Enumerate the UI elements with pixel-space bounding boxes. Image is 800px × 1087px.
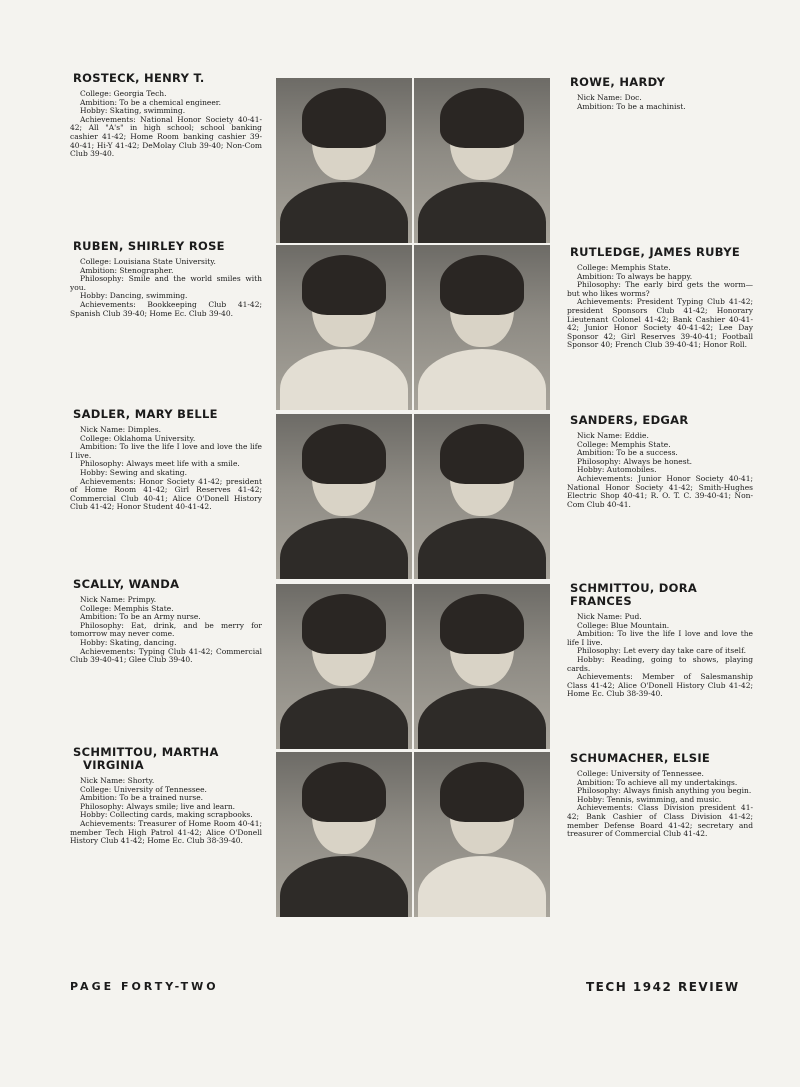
student-achievements: Achievements: Honor Society 41-42; president of Home Room 41-42; Girl Reserves 41-42; Commercial Club 40-41; Alice O'Donell History Club 41-42; Honor Student 40-41-42.	[70, 476, 262, 512]
portrait-photo-scally	[276, 584, 412, 749]
student-ambition: Ambition: To live the life I love and love the life I live.	[70, 442, 262, 460]
student-philosophy: Philosophy: Smile and the world smiles with you.	[70, 274, 262, 292]
portrait-photo-schmittou-martha	[276, 752, 412, 917]
student-entry-rowe	[567, 76, 753, 111]
student-name: RUTLEDGE, JAMES RUBYE	[570, 245, 741, 259]
student-philosophy: Philosophy: Always finish anything you begin.	[577, 786, 752, 796]
student-philosophy: Philosophy: Always be honest.	[577, 456, 692, 466]
student-name-line2: VIRGINIA	[83, 758, 144, 772]
student-college: College: Memphis State.	[80, 603, 174, 613]
student-hobby: Hobby: Automobiles.	[577, 465, 657, 475]
student-nickname: Nick Name: Dimples.	[80, 425, 161, 434]
student-name: ROSTECK, HENRY T.	[73, 71, 205, 85]
student-entry-rutledge	[567, 246, 753, 350]
student-hobby: Hobby: Collecting cards, making scrapbooks.	[80, 810, 253, 820]
student-entry-ruben	[70, 240, 262, 318]
student-entry-schumacher	[567, 752, 753, 839]
student-college: College: Memphis State.	[577, 439, 671, 449]
student-college: College: Blue Mountain.	[577, 620, 670, 630]
student-nickname: Nick Name: Eddie.	[577, 431, 649, 440]
student-name-line1: SCHMITTOU, MARTHA	[73, 745, 219, 759]
portrait-photo-sanders	[414, 414, 550, 579]
student-ambition: Ambition: To be a machinist.	[577, 101, 686, 111]
student-hobby: Hobby: Dancing, swimming.	[80, 291, 188, 301]
student-ambition: Ambition: To live the life I love and love the life I live.	[567, 629, 753, 647]
student-name: SADLER, MARY BELLE	[73, 407, 218, 421]
student-college: College: Memphis State.	[577, 263, 671, 272]
student-hobby: Hobby: Skating, swimming.	[80, 106, 186, 116]
student-hobby: Hobby: Skating, dancing.	[80, 637, 177, 647]
student-philosophy: Philosophy: Always smile; live and learn.	[80, 801, 236, 811]
student-nickname: Nick Name: Shorty.	[80, 776, 155, 785]
student-hobby: Hobby: Tennis, swimming, and music.	[577, 794, 722, 804]
student-achievements: Achievements: President Typing Club 41-42; president Sponsors Club 41-42; Honorary Lieutenant Colonel 41-42; Bank Cashier 40-41-42; Junior Honor Society 40-41-42; Lee Day Sponsor 42; Girl Reserves 39-40-41; Football Sponsor 40; French Club 39-40-41; Honor Roll.	[567, 297, 753, 350]
portrait-photo-sadler	[276, 414, 412, 579]
student-nickname: Nick Name: Primpy.	[80, 595, 157, 604]
student-achievements: Achievements: Junior Honor Society 40-41; National Honor Society 41-42; Smith-Hughes Electric Shop 40-41; R. O. T. C. 39-40-41; Non-Com Club 40-41.	[567, 473, 753, 509]
student-achievements: Achievements: Typing Club 41-42; Commercial Club 39-40-41; Glee Club 39-40.	[70, 646, 262, 665]
portrait-photo-ruben	[276, 245, 412, 410]
student-entry-scally	[70, 578, 262, 665]
student-ambition: Ambition: To be a success.	[577, 448, 678, 458]
portrait-photo-rosteck	[276, 78, 412, 243]
student-college: College: University of Tennessee.	[577, 769, 704, 778]
student-philosophy: Philosophy: The early bird gets the worm—but who likes worms?	[567, 280, 753, 298]
student-achievements: Achievements: Bookkeeping Club 41-42; Spanish Club 39-40; Home Ec. Club 39-40.	[70, 299, 262, 318]
student-achievements: Achievements: National Honor Society 40-41-42; All "A's" in high school; school banking cashier 41-42; Home Room banking cashier 39-40-41; Hi-Y 41-42; DeMolay Club 39-40; Non-Com Club 39-40.	[70, 114, 262, 159]
student-nickname: Nick Name: Pud.	[577, 612, 642, 621]
student-name: SCHMITTOU, DORA FRANCES	[570, 581, 698, 608]
student-entry-schmittou-martha	[70, 746, 262, 846]
student-entry-schmittou-dora	[567, 582, 753, 699]
student-college: College: University of Tennessee.	[80, 784, 207, 794]
student-name: ROWE, HARDY	[570, 75, 666, 89]
portrait-photo-rowe	[414, 78, 550, 243]
student-entry-sadler	[70, 408, 262, 512]
student-nickname: Nick Name: Doc.	[577, 93, 642, 102]
student-name: RUBEN, SHIRLEY ROSE	[73, 239, 225, 253]
portrait-photo-rutledge	[414, 245, 550, 410]
student-philosophy: Philosophy: Eat, drink, and be merry for tomorrow may never come.	[70, 620, 262, 639]
student-philosophy: Philosophy: Always meet life with a smile.	[80, 459, 240, 469]
student-ambition: Ambition: To be a trained nurse.	[80, 793, 204, 803]
student-achievements: Achievements: Class Division president 41-42; Bank Cashier of Class Division 41-42; member Defense Board 41-42; secretary and treasurer of Commercial Club 41-42.	[567, 803, 753, 839]
student-ambition: Ambition: To achieve all my undertakings.	[577, 777, 738, 787]
student-name: SCHUMACHER, ELSIE	[570, 751, 711, 765]
page-number-label: PAGE FORTY-TWO	[70, 980, 219, 993]
student-achievements: Achievements: Treasurer of Home Room 40-41; member Tech High Patrol 41-42; Alice O'Donell History Club 41-42; Home Ec. Club 38-39-40.	[70, 818, 262, 846]
student-name: SANDERS, EDGAR	[570, 413, 689, 427]
student-college: College: Georgia Tech.	[80, 89, 167, 98]
student-ambition: Ambition: To be a chemical engineer.	[80, 97, 221, 107]
student-philosophy: Philosophy: Let every day take care of itself.	[577, 646, 746, 656]
publication-title: TECH 1942 REVIEW	[586, 980, 740, 994]
student-name	[73, 746, 262, 772]
student-hobby: Hobby: Reading, going to shows, playing cards.	[567, 654, 753, 673]
student-ambition: Ambition: To always be happy.	[577, 271, 693, 281]
student-college: College: Oklahoma University.	[80, 433, 196, 443]
student-ambition: Ambition: To be an Army nurse.	[80, 612, 201, 622]
student-entry-sanders	[567, 414, 753, 509]
student-name: SCALLY, WANDA	[73, 577, 180, 591]
student-entry-rosteck	[70, 72, 262, 159]
student-college: College: Louisiana State University.	[80, 257, 216, 266]
portrait-photo-schmittou-dora	[414, 584, 550, 749]
student-ambition: Ambition: Stenographer.	[80, 265, 174, 275]
student-achievements: Achievements: Member of Salesmanship Class 41-42; Alice O'Donell History Club 41-42; Home Ec. Club 38-39-40.	[567, 672, 753, 699]
portrait-photo-schumacher	[414, 752, 550, 917]
student-hobby: Hobby: Sewing and skating.	[80, 467, 187, 477]
